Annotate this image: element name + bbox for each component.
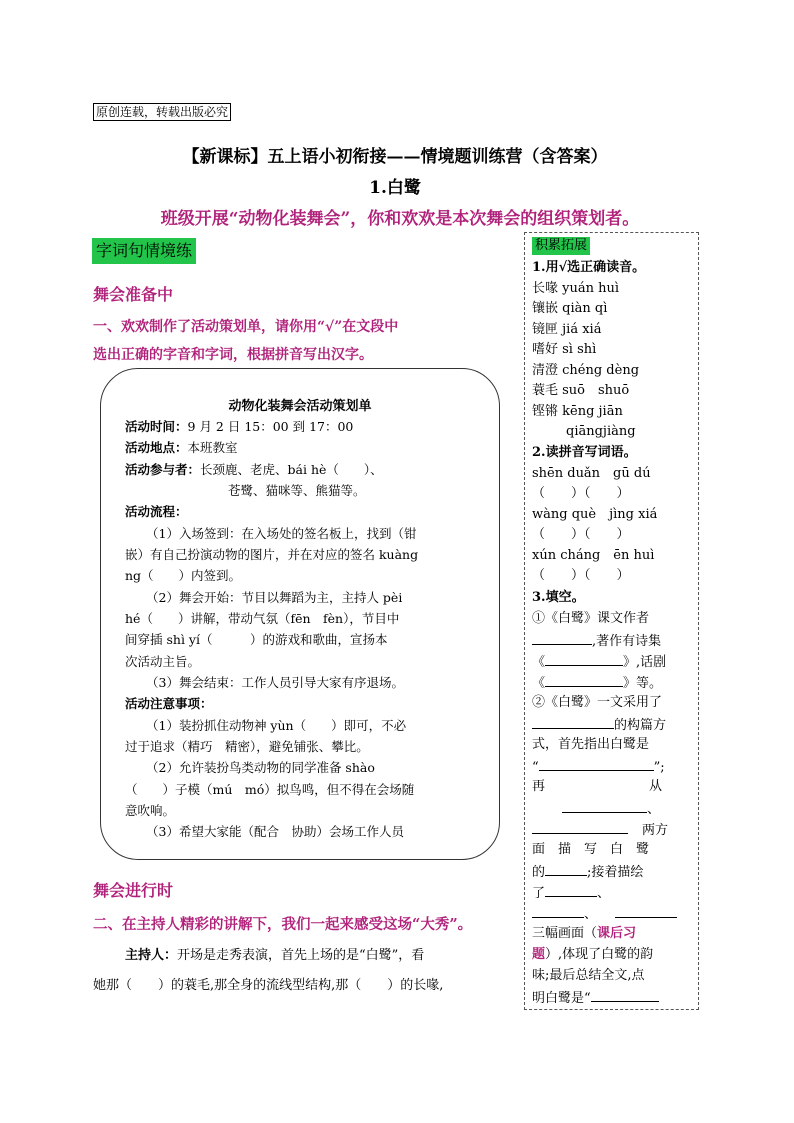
side-row-7b: qiāngjiàng xyxy=(566,424,636,439)
plan-note-1-line-2: 过于追求（精巧 精密），避免铺张、攀比。 xyxy=(125,739,369,754)
plan-step-3: （3）舞会结束：工作人员引导大家有序退场。 xyxy=(146,675,404,690)
side-row-1: 长喙 yuán huì xyxy=(532,281,620,296)
host-line-1: 主持人：开场是走秀表演，首先上场的是“白鹭”，看 xyxy=(125,948,425,963)
side-fill-2o: 明白鹭是“ xyxy=(532,987,659,1010)
plan-participants: 活动参与者：长颈鹿、老虎、bái hè（ ）、 xyxy=(125,462,383,477)
plan-step-2-line-2: hé（ ）讲解，带动气氛（fēn fèn），节目中 xyxy=(125,611,400,626)
scenario-intro: 班级开展“动物化装舞会”，你和欢欢是本次舞会的组织策划者。 xyxy=(160,209,640,229)
section-label: 字词句情境练 xyxy=(92,238,196,264)
side-fill-2c: 式，首先指出白鹭是 xyxy=(532,737,650,752)
side-fill-2l: 三幅画面（课后习 xyxy=(532,926,637,941)
plan-step-1-line-2: 嵌）有自己扮演动物的图片，并在对应的签名 kuàng xyxy=(125,547,419,562)
plan-participants-2: 苍鹭、猫咪等、熊猫等。 xyxy=(228,483,366,498)
side-pinyin-2: wàng què jìng xiá xyxy=(532,507,658,522)
plan-note-3: （3）希望大家能（配合 协助）会场工作人员 xyxy=(146,824,404,839)
side-row-6: 蓑毛 suō shuō xyxy=(532,383,630,398)
side-fill-1c: 《 》,话剧 xyxy=(532,651,666,674)
plan-place: 活动地点：本班教室 xyxy=(125,440,238,455)
side-brackets-3: （ ）（ ） xyxy=(532,568,630,583)
side-pinyin-3: xún cháng ēn huì xyxy=(532,548,655,563)
document-title: 【新课标】五上语小初衔接——情境题训练营（含答案） xyxy=(182,147,608,167)
side-fill-2f: 、 xyxy=(532,798,660,821)
plan-note-2-line-3: 意吹响。 xyxy=(125,803,176,818)
side-fill-2m: 题）,体现了白鹭的韵 xyxy=(532,947,654,962)
side-fill-2j: 了 、 xyxy=(532,882,610,905)
plan-step-1-line-3: ng（ ）内签到。 xyxy=(125,568,242,583)
side-row-5: 清澄 chéng dèng xyxy=(532,363,640,378)
side-q2: 2.读拼音写词语。 xyxy=(532,445,637,460)
plan-note-1: （1）装扮抓住动物神 yùn（ ）即可，不必 xyxy=(146,718,407,733)
side-fill-2i: 的 ;接着描绘 xyxy=(532,861,643,884)
sidebar-label: 积累拓展 xyxy=(532,237,590,255)
side-fill-2b: 的构篇方 xyxy=(532,714,666,737)
side-q1: 1.用√选正确读音。 xyxy=(532,260,646,275)
plan-title: 动物化装舞会活动策划单 xyxy=(228,399,372,414)
side-fill-2d: “ ”; xyxy=(532,756,665,779)
plan-step-1: （1）入场签到：在入场处的签名板上，找到（钳 xyxy=(146,526,417,541)
plan-step-2-line-3: 间穿插 shì yí（ ）的游戏和歌曲，宣扬本 xyxy=(125,632,388,647)
side-fill-1b: ,著作有诗集 xyxy=(532,630,661,653)
side-pinyin-1: shēn duǎn gū dú xyxy=(532,466,651,481)
plan-note-2-line-2: （ ）子模（mú mó）拟鸟鸣，但不得在会场随 xyxy=(125,782,415,797)
side-row-4: 嗜好 sì shì xyxy=(532,342,597,357)
question-1-line-2: 选出正确的字音和字词，根据拼音写出汉字。 xyxy=(93,347,373,363)
plan-step-2: （2）舞会开始：节目以舞蹈为主，主持人 pèi xyxy=(146,590,403,605)
side-fill-2a: ②《白鹭》一文采用了 xyxy=(532,695,663,710)
subsection-in-progress: 舞会进行时 xyxy=(93,881,174,900)
plan-step-2-line-4: 次活动主旨。 xyxy=(125,654,201,669)
side-fill-1d: 《 》等。 xyxy=(532,672,662,695)
plan-notes-label: 活动注意事项： xyxy=(125,696,213,711)
question-2: 二、在主持人精彩的讲解下，我们一起来感受这场“大秀”。 xyxy=(93,916,473,933)
plan-process-label: 活动流程： xyxy=(125,504,188,519)
side-row-2: 镶嵌 qiàn qì xyxy=(532,301,608,316)
side-fill-1a: ①《白鹭》课文作者 xyxy=(532,611,650,626)
side-row-7: 铿锵 kēng jiān xyxy=(532,404,623,419)
side-fill-2k: 、 xyxy=(532,903,677,926)
side-fill-2g: 两方 xyxy=(532,819,668,842)
side-row-3: 镜匣 jiá xiá xyxy=(532,322,602,337)
side-fill-2h: 面 描 写 白 鹭 xyxy=(532,842,650,857)
side-q3: 3.填空。 xyxy=(532,590,585,605)
subsection-preparing: 舞会准备中 xyxy=(93,285,174,304)
host-line-2: 她那（ ）的蓑毛,那全身的流线型结构,那（ ）的长喙, xyxy=(93,978,444,993)
side-fill-2n: 味;最后总结全文,点 xyxy=(532,968,645,983)
copyright-notice: 原创连载，转载出版必究 xyxy=(93,103,231,121)
question-1-line-1: 一、欢欢制作了活动策划单，请你用“√”在文段中 xyxy=(93,319,399,335)
side-brackets-2: （ ）（ ） xyxy=(532,527,630,542)
lesson-title: 1.白鹭 xyxy=(369,178,421,198)
side-brackets-1: （ ）（ ） xyxy=(532,486,630,501)
side-fill-2e: 再 从 xyxy=(532,779,663,794)
plan-time: 活动时间：9 月 2 日 15：00 到 17：00 xyxy=(125,419,354,434)
plan-note-2: （2）允许装扮鸟类动物的同学准备 shào xyxy=(146,760,375,775)
